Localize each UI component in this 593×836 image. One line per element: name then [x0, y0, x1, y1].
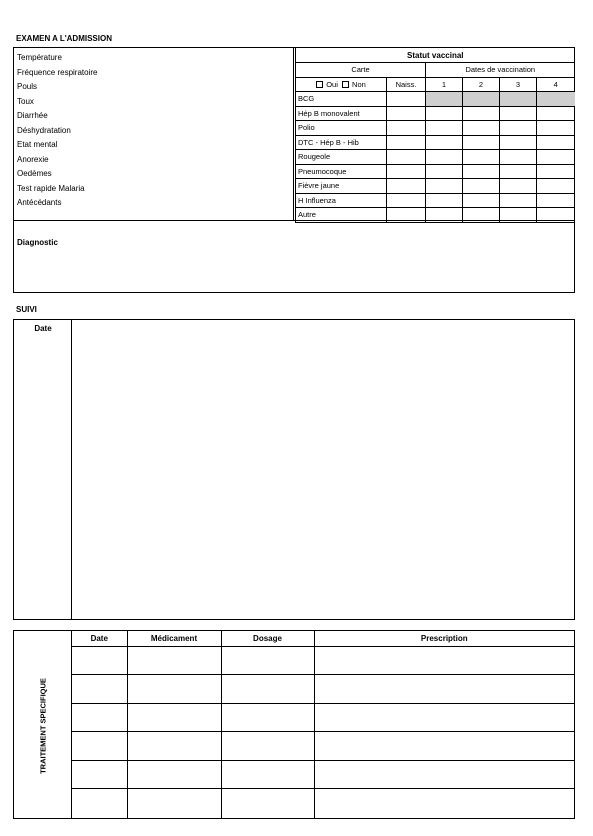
vaccination-status-title: Statut vaccinal — [296, 48, 575, 63]
vaccine-cell[interactable] — [387, 121, 426, 136]
vaccine-cell[interactable] — [463, 164, 500, 179]
dose-header-1: 1 — [426, 77, 463, 92]
vaccine-label: DTC - Hép B - Hib — [296, 135, 387, 150]
treatment-cell[interactable] — [72, 646, 127, 675]
vaccine-cell[interactable] — [537, 193, 575, 208]
vaccine-cell[interactable] — [500, 121, 537, 136]
exam-item-respiratory-rate: Fréquence respiratoire — [17, 67, 98, 77]
vaccine-label: H Influenza — [296, 193, 387, 208]
vaccine-label: Pneumocoque — [296, 164, 387, 179]
exam-item-dehydration: Déshydratation — [17, 125, 71, 135]
vaccine-cell-disabled — [426, 92, 463, 107]
suivi-date-label: Date — [34, 324, 52, 333]
vaccine-cell[interactable] — [463, 179, 500, 194]
treatment-row — [72, 732, 574, 761]
admission-title: EXAMEN A L'ADMISSION — [16, 34, 112, 43]
vaccine-cell[interactable] — [537, 179, 575, 194]
vaccine-cell[interactable] — [426, 121, 463, 136]
exam-item-cough: Toux — [17, 96, 34, 106]
vaccination-dates-label: Dates de vaccination — [426, 63, 575, 78]
vaccine-label: Rougeole — [296, 150, 387, 165]
vaccine-cell[interactable] — [387, 179, 426, 194]
vaccine-cell[interactable] — [463, 193, 500, 208]
treatment-cell[interactable] — [314, 789, 574, 818]
vaccine-cell[interactable] — [387, 150, 426, 165]
vaccine-cell[interactable] — [537, 150, 575, 165]
naiss-header: Naiss. — [387, 77, 426, 92]
vaccine-cell[interactable] — [537, 121, 575, 136]
non-checkbox[interactable] — [342, 81, 349, 88]
dose-header-3: 3 — [500, 77, 537, 92]
vaccine-cell[interactable] — [463, 150, 500, 165]
vaccine-label: BCG — [296, 92, 387, 107]
vaccine-cell[interactable] — [426, 164, 463, 179]
admission-box — [13, 47, 575, 293]
vaccine-cell[interactable] — [426, 193, 463, 208]
vaccine-cell[interactable] — [387, 193, 426, 208]
vaccine-row — [296, 135, 575, 150]
vaccine-cell[interactable] — [463, 135, 500, 150]
suivi-box — [13, 319, 575, 620]
vaccine-cell[interactable] — [387, 135, 426, 150]
treatment-cell[interactable] — [127, 789, 221, 818]
dose-header-4: 4 — [537, 77, 575, 92]
non-label: Non — [352, 79, 366, 89]
treatment-cell[interactable] — [314, 675, 574, 704]
treatment-cell[interactable] — [221, 789, 314, 818]
vaccine-cell[interactable] — [387, 164, 426, 179]
vaccine-cell[interactable] — [537, 135, 575, 150]
treatment-row — [72, 789, 574, 818]
treatment-cell[interactable] — [221, 703, 314, 732]
vaccine-label: Hép B monovalent — [296, 106, 387, 121]
vaccine-cell[interactable] — [500, 150, 537, 165]
vaccine-cell[interactable] — [500, 106, 537, 121]
treatment-cell[interactable] — [314, 646, 574, 675]
treatment-cell[interactable] — [72, 675, 127, 704]
exam-item-mental-state: Etat mental — [17, 140, 58, 149]
treatment-cell[interactable] — [127, 732, 221, 761]
treatment-row — [72, 703, 574, 732]
exam-item-diarrhea: Diarrhée — [17, 111, 48, 120]
treatment-cell[interactable] — [221, 675, 314, 704]
vaccine-cell[interactable] — [387, 92, 426, 107]
oui-label: Oui — [326, 79, 338, 89]
exam-item-edema: Oedèmes — [17, 169, 52, 178]
vaccine-cell[interactable] — [426, 106, 463, 121]
dose-header-2: 2 — [463, 77, 500, 92]
vaccine-label: Autre — [296, 208, 387, 223]
carte-options — [296, 77, 387, 92]
treatment-cell[interactable] — [72, 789, 127, 818]
treatment-row — [72, 646, 574, 675]
treatment-table — [72, 631, 574, 818]
treatment-cell[interactable] — [127, 703, 221, 732]
treatment-cell[interactable] — [314, 732, 574, 761]
treatment-cell[interactable] — [127, 675, 221, 704]
treatment-row — [72, 760, 574, 789]
carte-label: Carte — [296, 63, 426, 78]
treatment-cell[interactable] — [221, 646, 314, 675]
vaccine-cell[interactable] — [426, 179, 463, 194]
treatment-cell[interactable] — [72, 732, 127, 761]
vaccine-label: Polio — [296, 121, 387, 136]
vaccine-cell[interactable] — [387, 106, 426, 121]
vaccination-table — [295, 48, 575, 223]
oui-checkbox[interactable] — [316, 81, 323, 88]
vaccine-row — [296, 179, 575, 194]
treatment-cell[interactable] — [221, 732, 314, 761]
treatment-header-prescription: Prescription — [314, 631, 574, 646]
vaccine-row — [296, 106, 575, 121]
vaccine-row — [296, 121, 575, 136]
treatment-cell[interactable] — [72, 760, 127, 789]
treatment-cell[interactable] — [221, 760, 314, 789]
vaccine-cell[interactable] — [500, 135, 537, 150]
vaccine-label: Fièvre jaune — [296, 179, 387, 194]
treatment-side-column — [14, 631, 72, 818]
vaccine-row — [296, 193, 575, 208]
vaccine-cell-disabled — [463, 92, 500, 107]
vaccine-cell[interactable] — [426, 135, 463, 150]
vaccine-cell[interactable] — [537, 164, 575, 179]
suivi-date-column[interactable] — [14, 320, 72, 619]
treatment-header-date: Date — [72, 631, 127, 646]
exam-item-history: Antécédants — [17, 198, 62, 207]
treatment-cell[interactable] — [127, 760, 221, 789]
treatment-cell[interactable] — [127, 646, 221, 675]
diagnostic-divider — [14, 220, 574, 221]
exam-item-malaria-test: Test rapide Malaria — [17, 183, 85, 193]
diagnostic-label: Diagnostic — [17, 238, 58, 247]
vaccine-row — [296, 164, 575, 179]
vaccine-row — [296, 150, 575, 165]
exam-item-pulse: Pouls — [17, 82, 38, 91]
treatment-cell[interactable] — [314, 703, 574, 732]
vaccine-cell[interactable] — [500, 193, 537, 208]
exam-list — [14, 48, 294, 220]
vaccine-cell-disabled — [537, 92, 575, 107]
vaccine-cell[interactable] — [463, 121, 500, 136]
vaccine-cell[interactable] — [537, 106, 575, 121]
treatment-header-medication: Médicament — [127, 631, 221, 646]
exam-item-anorexia: Anorexie — [17, 154, 49, 164]
suivi-title: SUIVI — [16, 305, 37, 314]
treatment-side-label: TRAITEMENT SPECIFIQUE — [38, 678, 48, 774]
treatment-row — [72, 675, 574, 704]
vaccine-cell[interactable] — [426, 150, 463, 165]
vaccine-cell-disabled — [500, 92, 537, 107]
vaccine-row — [296, 92, 575, 107]
treatment-cell[interactable] — [314, 760, 574, 789]
exam-item-temperature: Température — [17, 53, 62, 62]
vaccine-cell[interactable] — [463, 106, 500, 121]
vaccine-cell[interactable] — [500, 164, 537, 179]
treatment-header-dosage: Dosage — [221, 631, 314, 646]
treatment-box — [13, 630, 575, 819]
treatment-cell[interactable] — [72, 703, 127, 732]
vaccine-cell[interactable] — [500, 179, 537, 194]
